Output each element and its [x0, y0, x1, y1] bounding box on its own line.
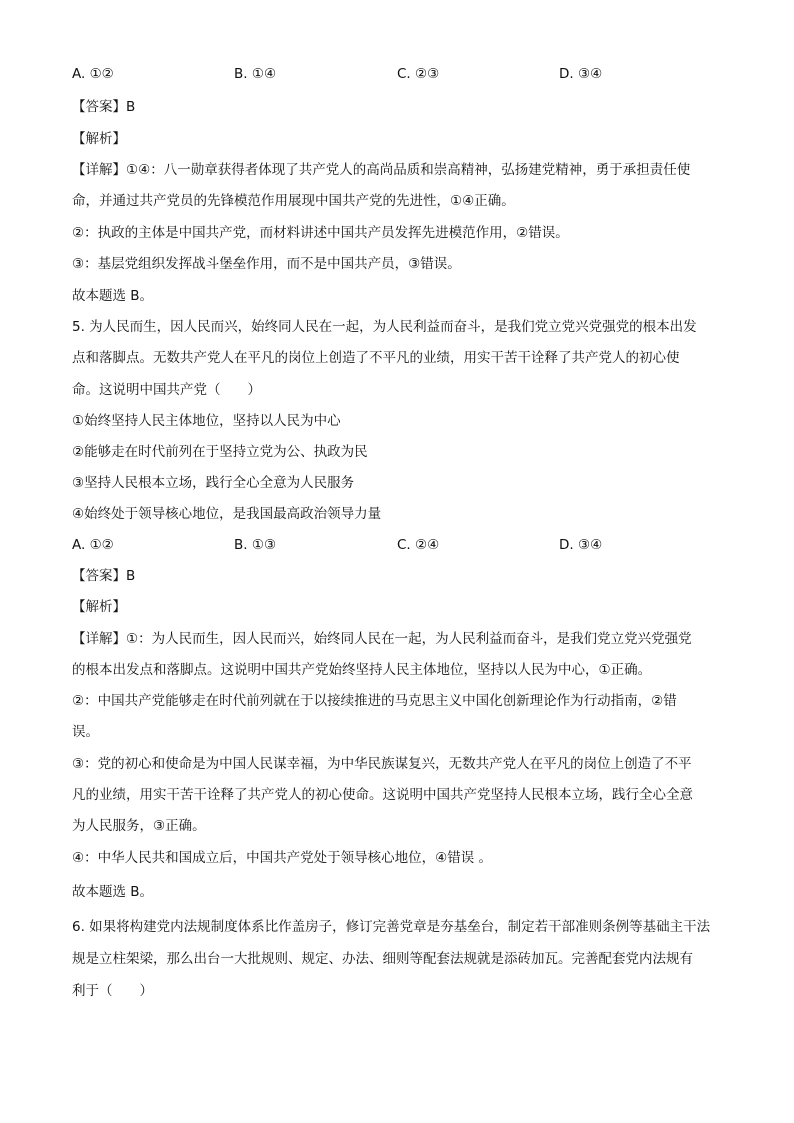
q4-conclusion: 故本题选 B。 — [72, 288, 154, 304]
q5-options — [72, 535, 732, 555]
q5-detail-line-2: 的根本出发点和落脚点。这说明中国共产党始终坚持人民主体地位，坚持以人民为中心，①正确。 — [72, 662, 652, 678]
q4-option-a: A. ①② — [72, 66, 114, 82]
q5-item-1: ①始终坚持人民主体地位，坚持以人民为中心 — [72, 413, 341, 429]
q4-detail-line-2: 命，并通过共产党员的先锋模范作用展现中国共产党的先进性，①④正确。 — [72, 193, 515, 209]
q5-detail-line-1: 【详解】①：为人民而生，因人民而兴，始终同人民在一起，为人民利益而奋斗，是我们党立党兴党强党 — [72, 631, 692, 647]
q4-option-d: D. ③④ — [559, 66, 603, 82]
detail-text: ①④：八一勋章获得者体现了共产党人的高尚品质和崇高精神，弘扬建党精神，勇于承担责任使 — [126, 162, 691, 178]
q4-detail-line-4: ③：基层党组织发挥战斗堡垒作用，而不是中国共产员，③错误。 — [72, 256, 461, 272]
q5-detail-line-3: ②：中国共产党能够走在时代前列就在于以接续推进的马克思主义中国化创新理论作为行动指南，②错 — [72, 693, 677, 709]
q5-detail-line-4: 误。 — [72, 724, 99, 740]
q6-stem-line-1: 6. 如果将构建党内法规制度体系比作盖房子，修订完善党章是夯基垒台，制定若干部准则条例等基础主干法 — [72, 919, 711, 935]
q5-option-b: B. ①③ — [234, 537, 277, 553]
q5-item-3: ③坚持人民根本立场，践行全心全意为人民服务 — [72, 475, 355, 491]
q4-detail-line-3: ②：执政的主体是中国共产党，而材料讲述中国共产员发挥先进模范作用，②错误。 — [72, 225, 569, 241]
answer-tag: 【答案】 — [72, 99, 126, 115]
q5-stem-line-3: 命。这说明中国共产党（ ） — [72, 382, 261, 398]
q5-detail-line-7: 为人民服务，③正确。 — [72, 818, 206, 834]
q5-detail-line-8: ④：中华人民共和国成立后，中国共产党处于领导核心地位，④错误 。 — [72, 850, 492, 866]
q5-detail-line-6: 凡的业绩，用实干苦干诠释了共产党人的初心使命。这说明中国共产党坚持人民根本立场，践行全心全意 — [72, 787, 693, 803]
answer-value: B — [126, 99, 136, 115]
q5-detail-line-5: ③：党的初心和使命是为中国人民谋幸福，为中华民族谋复兴，无数共产党人在平凡的岗位上创造了不平 — [72, 756, 692, 772]
q4-option-b: B. ①④ — [234, 66, 277, 82]
q6-stem-line-3: 利于（ ） — [72, 983, 153, 999]
q5-stem-line-1: 5. 为人民而生，因人民而兴，始终同人民在一起，为人民利益而奋斗，是我们党立党兴党强党的根本出发 — [72, 319, 697, 335]
q4-answer — [72, 97, 135, 117]
q5-answer — [72, 566, 135, 586]
q5-analysis-tag: 【解析】 — [72, 599, 126, 615]
detail-tag: 【详解】 — [72, 162, 126, 178]
answer-tag: 【答案】 — [72, 568, 126, 584]
answer-value: B — [126, 568, 136, 584]
q5-option-d: D. ③④ — [559, 537, 603, 553]
q4-analysis-tag: 【解析】 — [72, 131, 126, 147]
q5-stem-line-2: 点和落脚点。无数共产党人在平凡的岗位上创造了不平凡的业绩，用实干苦干诠释了共产党人的初心使 — [72, 350, 680, 366]
q4-detail-line-1 — [72, 160, 690, 180]
q5-option-c: C. ②④ — [397, 537, 440, 553]
q5-conclusion: 故本题选 B。 — [72, 884, 154, 900]
q4-option-c: C. ②③ — [397, 66, 440, 82]
q5-item-2: ②能够走在时代前列在于坚持立党为公、执政为民 — [72, 444, 368, 460]
q6-stem-line-2: 规是立柱架梁，那么出台一大批规则、规定、办法、细则等配套法规就是添砖加瓦。完善配套党内法规有 — [72, 951, 693, 967]
q5-option-a: A. ①② — [72, 537, 114, 553]
q4-options — [72, 64, 732, 84]
q5-item-4: ④始终处于领导核心地位，是我国最高政治领导力量 — [72, 506, 382, 522]
